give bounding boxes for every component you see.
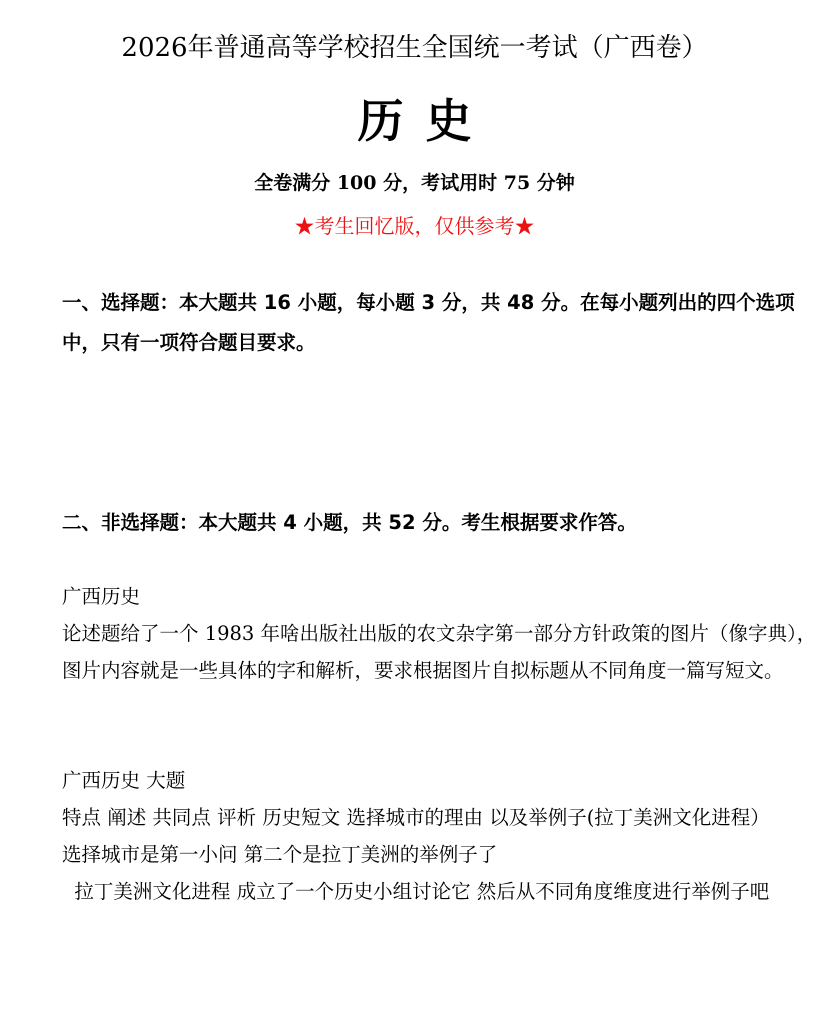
note-block-major-questions [62, 762, 820, 910]
note-title: 广西历史 大题 [62, 769, 186, 792]
exam-info: 全卷满分 100 分，考试用时 75 分钟 [254, 172, 575, 194]
note-title: 广西历史 [62, 585, 141, 608]
section-heading-multiple-choice: 一、选择题：本大题共 16 小题，每小题 3 分，共 48 分。在每小题列出的四个选项中，只有一项符合题目要求。 [62, 291, 795, 354]
note-line: 特点 阐述 共同点 评析 历史短文 选择城市的理由 以及举例子(拉丁美洲文化进程） [62, 806, 770, 829]
note-line: 拉丁美洲文化进程 成立了一个历史小组讨论它 然后从不同角度维度进行举例子吧 [62, 880, 770, 903]
note-line: 选择城市是第一小问 第二个是拉丁美洲的举例子了 [62, 843, 498, 866]
note-line: 论述题给了一个 1983 年啥出版社出版的农文杂字第一部分方针政策的图片（像字典），图片内容就是一些具体的字和解析，要求根据图片自拟标题从不同角度一篇写短文。 [62, 622, 817, 682]
section-heading-non-multiple-choice: 二、非选择题：本大题共 4 小题，共 52 分。考生根据要求作答。 [62, 511, 637, 534]
exam-title: 2026年普通高等学校招生全国统一考试（广西卷） [121, 33, 708, 63]
note-block-essay [62, 578, 820, 689]
subject-title: 历史 [357, 94, 494, 148]
recall-notice: ★考生回忆版，仅供参考★ [294, 214, 535, 238]
